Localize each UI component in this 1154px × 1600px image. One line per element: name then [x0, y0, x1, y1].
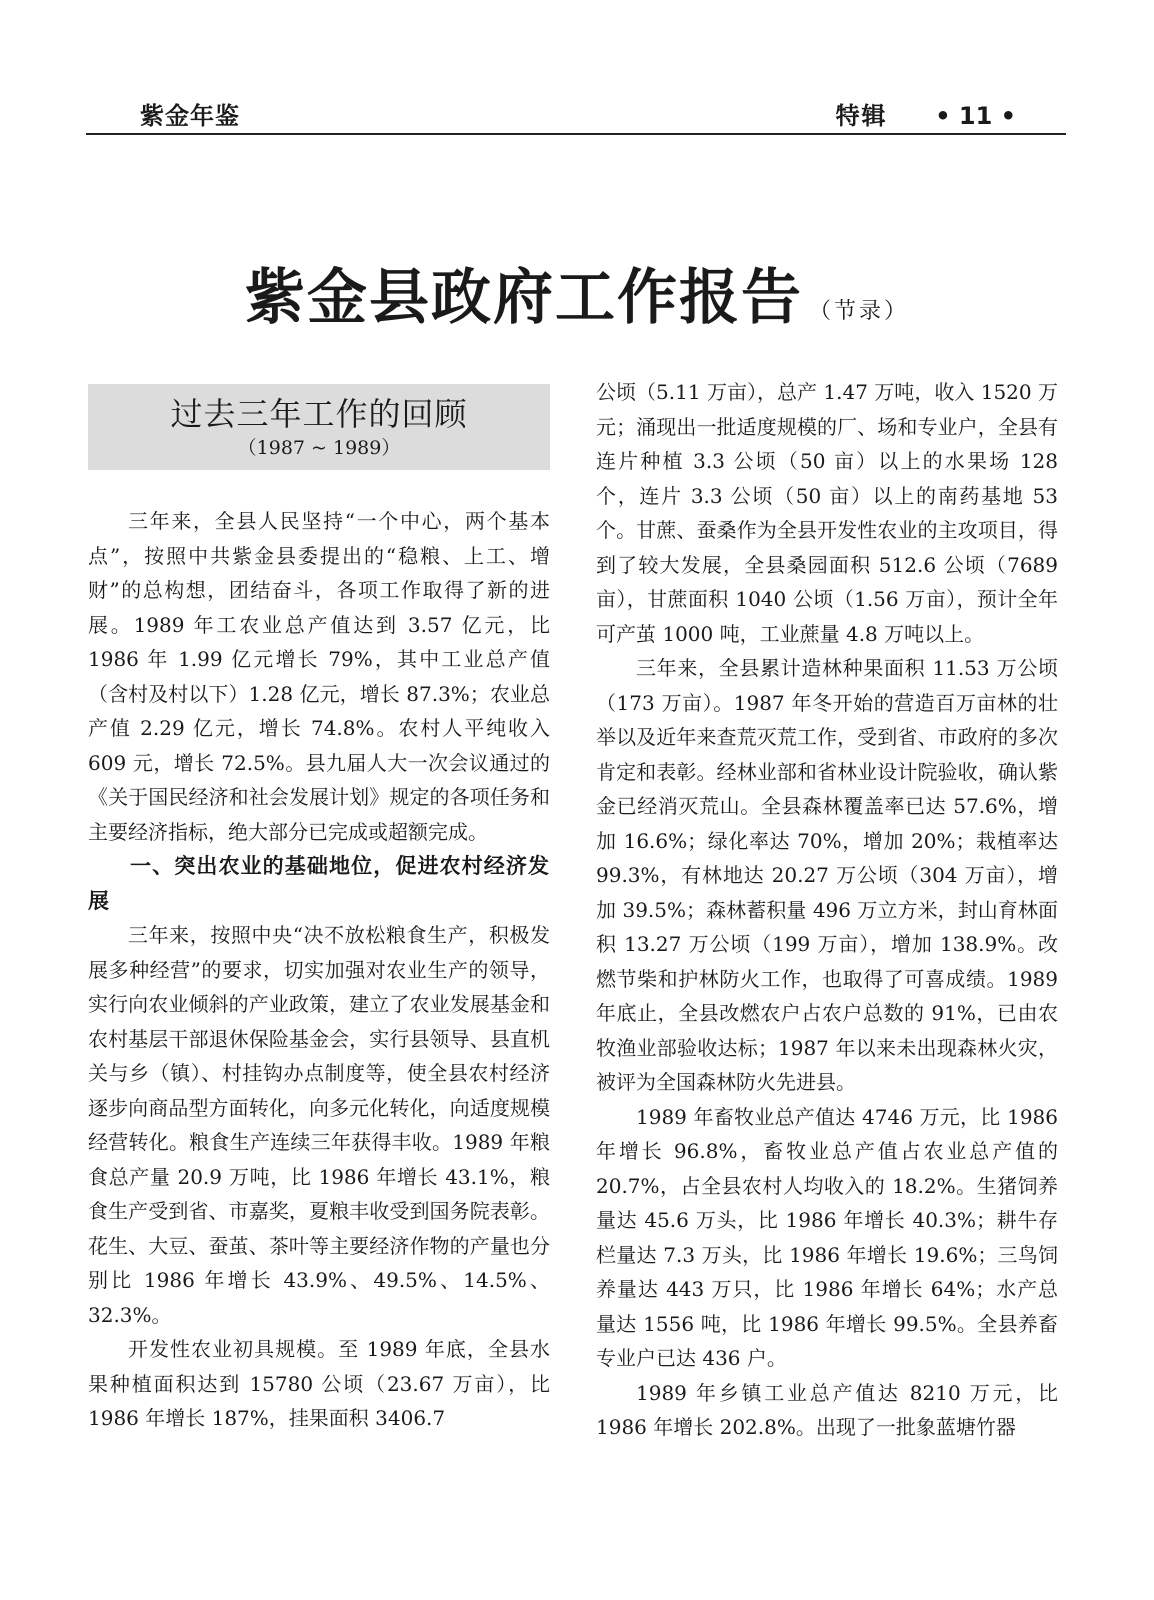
- paragraph: 三年来，全县人民坚持“一个中心，两个基本点”，按照中共紫金县委提出的“稳粮、上工、增财”的总构想，团结奋斗，各项工作取得了新的进展。1989 年工农业总产值达到 3.57 亿元，比 1986 年 1.99 亿元增长 79%，其中工业总产值（含村及村以下）1.28 亿元，增长 87.3%；农业总产值 2.29 亿元，增长 74.8%。农村人平纯收入 609 元，增长 72.5%。县九届人大一次会议通过的《关于国民经济和社会发展计划》规定的各项任务和主要经济指标，绝大部分已完成或超额完成。: [88, 509, 550, 844]
- header-right: [836, 96, 1016, 131]
- subsection-heading: 一、突出农业的基础地位，促进农村经济发展: [88, 854, 550, 913]
- paragraph: 三年来，按照中央“决不放松粮食生产，积极发展多种经营”的要求，切实加强对农业生产的领导，实行向农业倾斜的产业政策，建立了农业发展基金和农村基层干部退休保险基金会，实行县领导、县直机关与乡（镇）、村挂钩办点制度等，使全县农村经济逐步向商品型方面转化，向多元化转化，向适度规模经营转化。粮食生产连续三年获得丰收。1989 年粮食总产量 20.9 万吨，比 1986 年增长 43.1%，粮食生产受到省、市嘉奖，夏粮丰收受到国务院表彰。花生、大豆、蚕茧、茶叶等主要经济作物的产量也分别比 1986 年增长 43.9%、49.5%、14.5%、32.3%。: [88, 923, 550, 1327]
- article-title: 紫金县政府工作报告: [244, 263, 803, 333]
- paragraph: 三年来，全县累计造林种果面积 11.53 万公顷（173 万亩）。1987 年冬开始的营造百万亩林的壮举以及近年来查荒灭荒工作，受到省、市政府的多次肯定和表彰。经林业部和省林业设计院验收，确认紫金已经消灭荒山。全县森林覆盖率已达 57.6%，增加 16.6%；绿化率达 70%，增加 20%；栽植率达 99.3%，有林地达 20.27 万公顷（304 万亩），增加 39.5%；森林蓄积量 496 万立方米，封山育林面积 13.27 万公顷（199 万亩），增加 138.9%。改燃节柴和护林防火工作，也取得了可喜成绩。1989 年底止，全县改燃农户占农户总数的 91%，已由农牧渔业部验收达标；1987 年以来未出现森林火灾，被评为全国森林防火先进县。: [596, 656, 1058, 1094]
- article-title-block: [0, 250, 1154, 336]
- paragraph: 开发性农业初具规模。至 1989 年底，全县水果种植面积达到 15780 公顷（23.67 万亩），比 1986 年增长 187%，挂果面积 3406.7: [88, 1337, 550, 1430]
- article-subtitle: （节录）: [808, 299, 909, 324]
- paragraph: 1989 年乡镇工业总产值达 8210 万元，比 1986 年增长 202.8%。出现了一批象蓝塘竹器: [596, 1380, 1058, 1439]
- yearbook-name: 紫金年鉴: [140, 102, 240, 130]
- paragraph-continued: 公顷（5.11 万亩），总产 1.47 万吨，收入 1520 万元；涌现出一批适度规模的厂、场和专业户，全县有连片种植 3.3 公顷（50 亩）以上的水果场 128 个，连片 3.3 公顷（50 亩）以上的南药基地 53 个。甘蔗、蚕桑作为全县开发性农业的主攻项目，得到了较大发展，全县桑园面积 512.6 公顷（7689 亩），甘蔗面积 1040 公顷（1.56 万亩），预计全年可产茧 1000 吨，工业蔗量 4.8 万吨以上。: [596, 380, 1058, 646]
- section-banner-title: 过去三年工作的回顾: [170, 395, 468, 433]
- section-banner: [88, 384, 550, 470]
- page-number: • 11 •: [935, 102, 1016, 130]
- paragraph: 1989 年畜牧业总产值达 4746 万元，比 1986 年增长 96.8%，畜牧业总产值占农业总产值的 20.7%，占全县农村人均收入的 18.2%。生猪饲养量达 45.6 万头，比 1986 年增长 40.3%；耕牛存栏量达 7.3 万头，比 1986 年增长 19.6%；三鸟饲养量达 443 万只，比 1986 年增长 64%；水产总量达 1556 吨，比 1986 年增长 99.5%。全县养畜专业户已达 436 户。: [596, 1104, 1058, 1370]
- running-header: [86, 88, 1066, 135]
- section-banner-years: （1987 ~ 1989）: [237, 437, 401, 459]
- right-column: [596, 375, 1058, 1445]
- left-column: [88, 372, 550, 1436]
- section-name: 特辑: [835, 102, 888, 130]
